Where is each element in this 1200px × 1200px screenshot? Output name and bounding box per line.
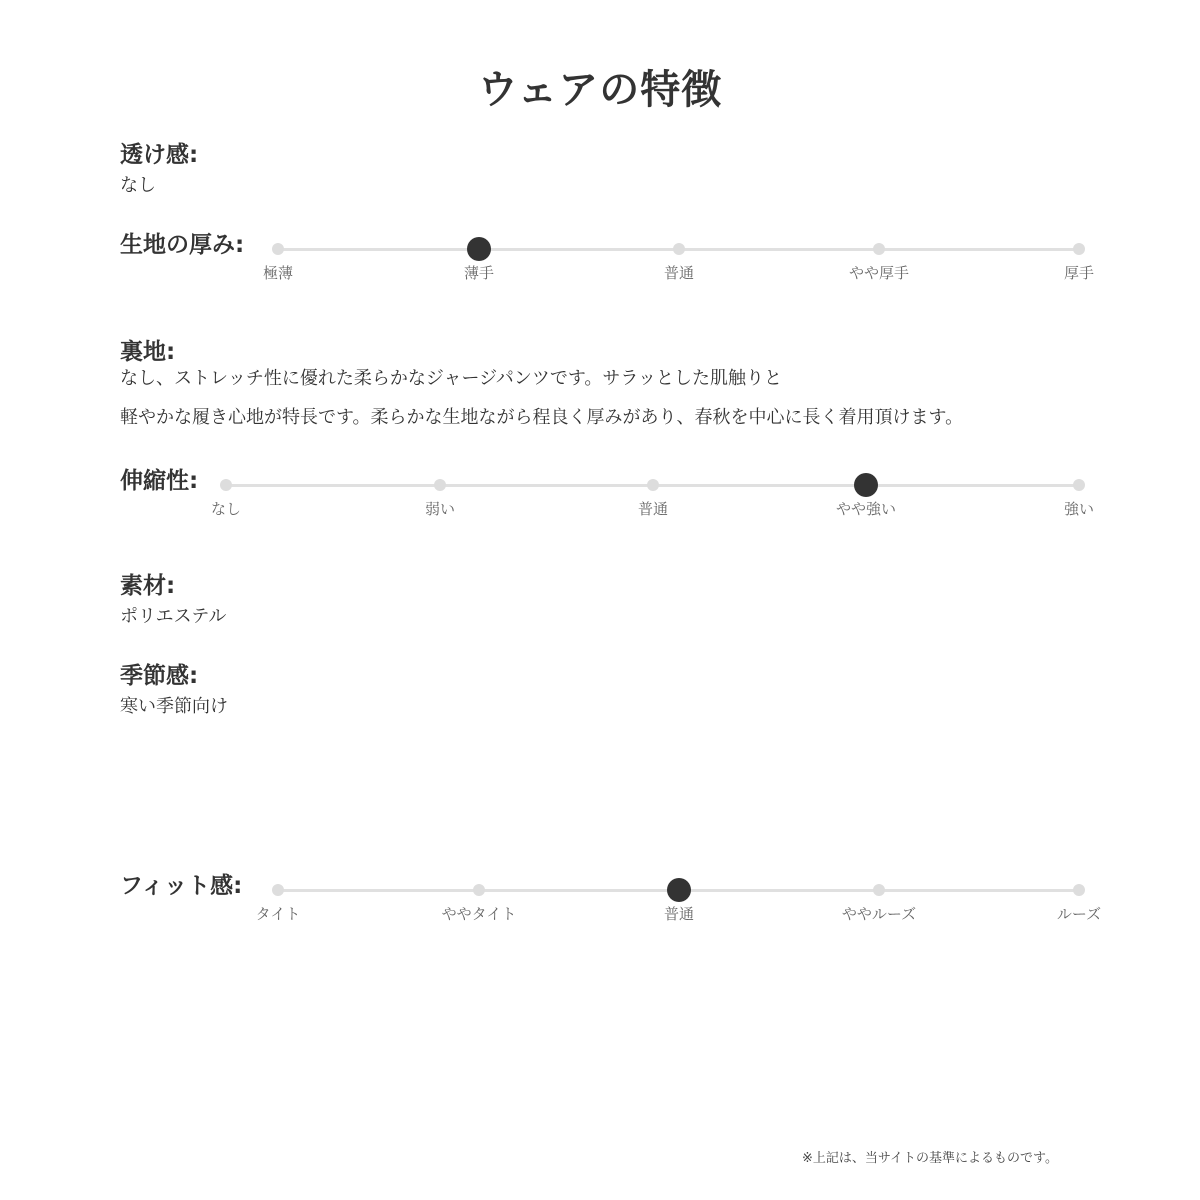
fit-option: ややルーズ (841, 905, 917, 923)
fit-dot-selected (667, 878, 691, 902)
stretch-option: 弱い (424, 500, 456, 518)
thickness-option: 薄手 (463, 264, 495, 282)
thickness-dot-selected (467, 237, 491, 261)
stretch-dot-selected (854, 473, 878, 497)
transparency-value: なし (120, 175, 156, 196)
thickness-dot-4 (1073, 243, 1085, 255)
material-value: ポリエステル (120, 606, 227, 627)
season-value: 寒い季節向け (120, 696, 228, 717)
fit-option: 普通 (663, 905, 695, 923)
material-label: 素材: (120, 573, 176, 599)
fit-dot-0 (272, 884, 284, 896)
stretch-option: 強い (1063, 500, 1095, 518)
transparency-label: 透け感: (120, 142, 199, 168)
fit-dot-4 (1073, 884, 1085, 896)
stretch-scale (0, 485, 1200, 535)
fit-option: ルーズ (1056, 905, 1102, 923)
fit-scale (0, 890, 1200, 940)
stretch-label: 伸縮性: (120, 468, 199, 494)
fit-option: タイト (255, 905, 301, 923)
thickness-scale (0, 249, 1200, 299)
fit-dot-1 (473, 884, 485, 896)
thickness-dot-2 (673, 243, 685, 255)
lining-label: 裏地: (120, 339, 176, 365)
stretch-dot-1 (434, 479, 446, 491)
stretch-dot-2 (647, 479, 659, 491)
page-title: ウェアの特徴 (477, 67, 723, 113)
stretch-dot-4 (1073, 479, 1085, 491)
thickness-label: 生地の厚み: (120, 232, 245, 258)
stretch-option: やや強い (835, 500, 897, 518)
footnote: ※上記は、当サイトの基準によるものです。 (802, 1151, 1058, 1166)
thickness-dot-0 (272, 243, 284, 255)
fit-label: フィット感: (120, 873, 243, 899)
thickness-option: 極薄 (262, 264, 294, 282)
fit-option: ややタイト (441, 905, 517, 923)
thickness-option: 普通 (663, 264, 695, 282)
thickness-dot-3 (873, 243, 885, 255)
fit-dot-3 (873, 884, 885, 896)
stretch-option: 普通 (637, 500, 669, 518)
season-label: 季節感: (120, 663, 199, 689)
stretch-dot-0 (220, 479, 232, 491)
stretch-option: なし (210, 500, 242, 518)
thickness-option: 厚手 (1063, 264, 1095, 282)
thickness-option: やや厚手 (848, 264, 910, 282)
lining-description-line-2: 軽やかな履き心地が特長です。柔らかな生地ながら程良く厚みがあり、春秋を中心に長く着用頂けます。 (120, 407, 964, 428)
lining-description-line-1: なし、ストレッチ性に優れた柔らかなジャージパンツです。サラッとした肌触りと (120, 368, 783, 389)
